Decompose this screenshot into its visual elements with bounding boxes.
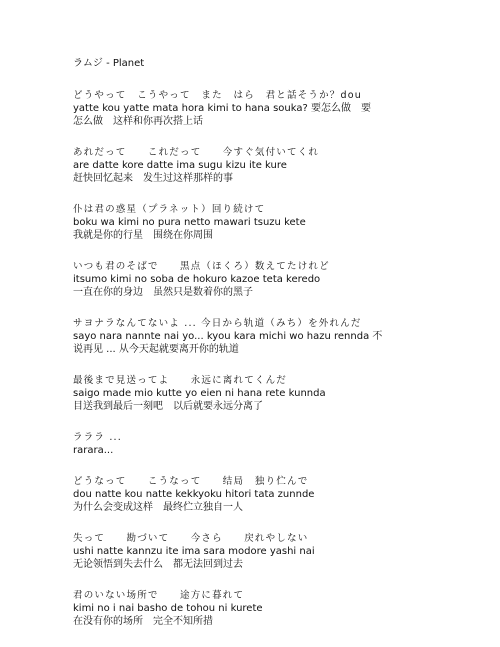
stanza (73, 89, 483, 128)
lyric-line-romaji: dou natte kou natte kekkyoku hitori tata zunnde (73, 489, 315, 500)
lyric-line-romaji: ushi natte kannzu ite ima sara modore yashi nai (73, 546, 315, 557)
lyric-line-chinese: 为什么会变成这样 最终伫立独自一人 (73, 502, 243, 513)
lyric-line-chinese: 我就是你的行星 围绕在你周围 (73, 230, 213, 241)
lyric-line-japanese: 失って 勘づいて 今さら 戻れやしない (73, 533, 309, 544)
lyric-line-chinese: 无论领悟到失去什么 都无法回到过去 (73, 559, 243, 570)
lyric-line-chinese: 赶快回忆起来 发生过这样那样的事 (73, 173, 233, 184)
lyric-line-romaji: rarara... (73, 445, 114, 456)
stanza (73, 260, 483, 299)
lyric-line-japanese: 君のいない场所で 途方に暮れて (73, 590, 245, 601)
stanza (73, 589, 483, 628)
lyric-line-chinese: 在没有你的场所 完全不知所措 (73, 616, 213, 627)
lyric-line-japanese: いつも君のそばで 黒点（ほくろ）数えてたけれど (73, 261, 330, 272)
lyric-line-japanese: サヨナラなんてないよ ... 今日から轨道（みち）を外れんだ (73, 318, 362, 329)
lyric-line-romaji: sayo nara nannte nai yo... kyou kara michi wo hazu rennda 不 (73, 331, 383, 342)
lyric-line-romaji: itsumo kimi no soba de hokuro kazoe teta keredo (73, 274, 321, 285)
stanza (73, 475, 483, 514)
lyric-line-chinese: 一直在你的身边 虽然只是数着你的黑子 (73, 287, 253, 298)
lyric-line-japanese: どうやって こうやって また はら 君と話そうか？dou (73, 90, 362, 101)
lyric-line-romaji: boku wa kimi no pura netto mawari tsuzu kete (73, 217, 306, 228)
lyric-line-romaji: are datte kore datte ima sugu kizu ite kure (73, 160, 287, 171)
lyrics-page (73, 58, 483, 646)
lyric-line-romaji: kimi no i nai basho de tohou ni kurete (73, 603, 263, 614)
stanza (73, 532, 483, 571)
lyric-line-chinese: 目送我到最后一刻吧 以后就要永远分离了 (73, 401, 263, 412)
lyric-line-romaji: saigo made mio kutte yo eien ni hana rete kunnda (73, 388, 326, 399)
lyric-line-japanese: どうなって こうなって 结局 独り伫んで (73, 476, 309, 487)
lyric-line-chinese: 说再见 ... 从今天起就要离开你的轨道 (73, 344, 239, 355)
lyric-line-japanese: ラララ ... (73, 432, 122, 443)
lyric-line-romaji: yatte kou yatte mata hora kimi to hana souka? 要怎么做 要 (73, 103, 371, 114)
lyric-line-chinese: 怎么做 这样和你再次搭上话 (73, 116, 203, 127)
stanza (73, 203, 483, 242)
stanza (73, 146, 483, 185)
stanza (73, 374, 483, 413)
lyric-line-japanese: あれだって これだって 今すぐ気付いてくれ (73, 147, 320, 158)
stanza (73, 317, 483, 356)
lyric-line-japanese: 仆は君の惑星（プラネット）回り続けて (73, 204, 266, 215)
stanza (73, 431, 483, 457)
song-title: ラムジ - Planet (73, 58, 145, 69)
lyric-line-japanese: 最後まで見送ってよ 永远に离れてくんだ (73, 375, 288, 386)
